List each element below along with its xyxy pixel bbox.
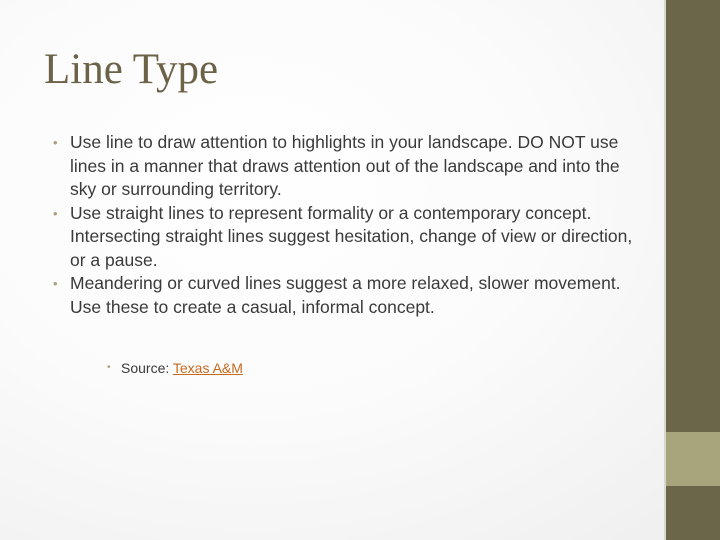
slide-title: Line Type [44,46,219,93]
sidebar-accent-block [666,432,720,486]
sidebar-dark-panel [666,0,720,432]
sidebar-bottom-panel [666,486,720,540]
bullet-item [53,202,643,273]
source-citation [107,359,243,377]
bullet-list [53,131,643,319]
bullet-dot-icon: • [53,135,58,150]
bullet-dot-icon: • [53,276,58,291]
bullet-text: Use straight lines to represent formality or a contemporary concept. Intersecting straight lines suggest hesitation, change of view or direction, or a pause. [70,202,633,270]
bullet-item [53,272,643,319]
bullet-item [53,131,643,202]
source-label: Source: [121,360,173,376]
bullet-dot-icon: • [107,362,111,373]
bullet-text: Meandering or curved lines suggest a more relaxed, slower movement. Use these to create a casual, informal concept. [70,273,621,317]
bullet-text: Use line to draw attention to highlights in your landscape. DO NOT use lines in a manner that draws attention out of the landscape and into the sky or surrounding territory. [70,132,620,199]
source-link[interactable]: Texas A&M [172,360,243,376]
bullet-dot-icon: • [53,205,58,221]
